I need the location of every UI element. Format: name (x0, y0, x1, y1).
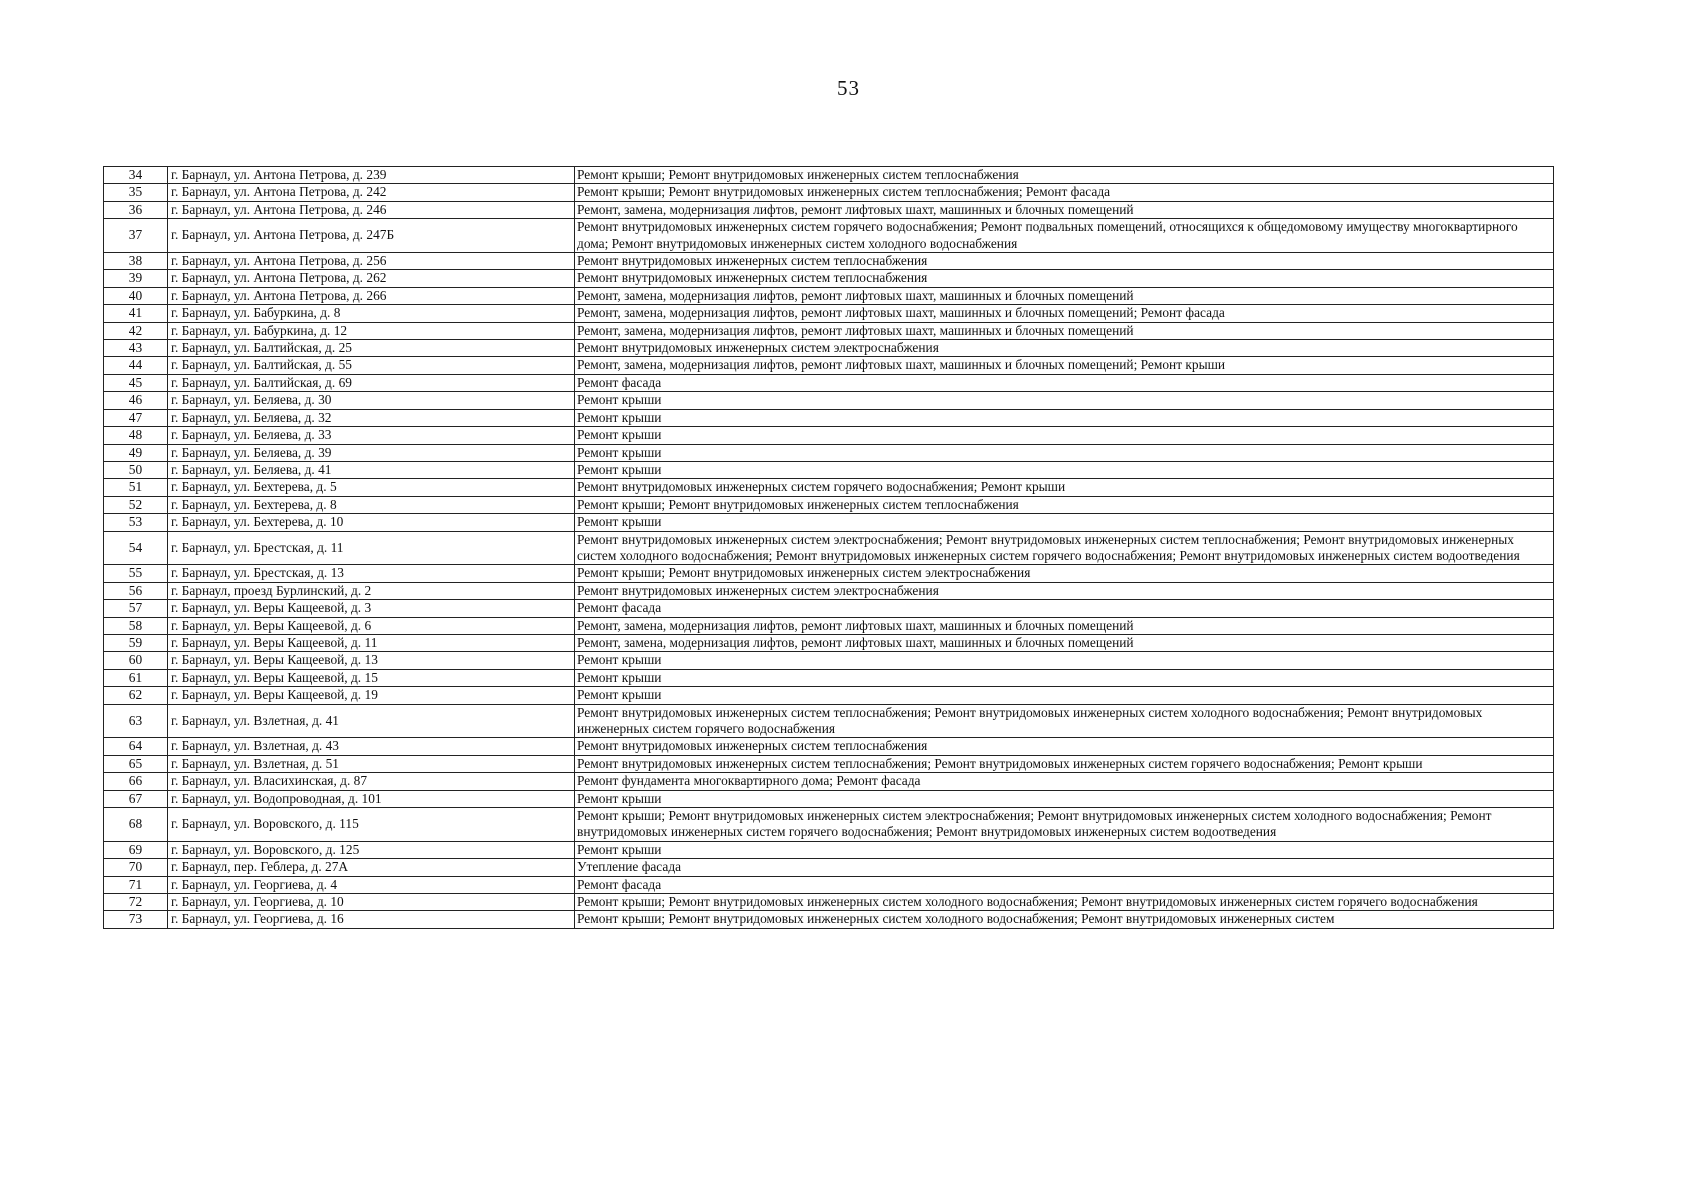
works-cell: Ремонт крыши (575, 790, 1554, 807)
table-row (104, 704, 1554, 738)
address-cell: г. Барнаул, ул. Бабуркина, д. 12 (168, 322, 575, 339)
table-row (104, 617, 1554, 634)
row-number-cell: 55 (104, 565, 168, 582)
row-number-cell: 50 (104, 461, 168, 478)
works-cell: Ремонт внутридомовых инженерных систем горячего водоснабжения; Ремонт подвальных помещений, относящихся к общедомовому имуществу многоквартирного дома; Ремонт внутридомовых инженерных систем холодного водоснабжения (575, 219, 1554, 253)
address-cell: г. Барнаул, ул. Балтийская, д. 25 (168, 340, 575, 357)
works-cell: Ремонт крыши (575, 514, 1554, 531)
address-cell: г. Барнаул, ул. Воровского, д. 125 (168, 841, 575, 858)
row-number-cell: 44 (104, 357, 168, 374)
address-cell: г. Барнаул, ул. Веры Кащеевой, д. 11 (168, 634, 575, 651)
works-cell: Ремонт, замена, модернизация лифтов, ремонт лифтовых шахт, машинных и блочных помещений (575, 287, 1554, 304)
works-cell: Ремонт, замена, модернизация лифтов, ремонт лифтовых шахт, машинных и блочных помещений; Ремонт фасада (575, 305, 1554, 322)
table-row (104, 894, 1554, 911)
works-cell: Ремонт крыши; Ремонт внутридомовых инженерных систем электроснабжения; Ремонт внутридомовых инженерных систем холодного водоснабжения; Ремонт внутридомовых инженерных систем горячего водоснабжения; Ремонт внутридомовых инженерных систем водоотведения (575, 808, 1554, 842)
row-number-cell: 71 (104, 876, 168, 893)
table-row (104, 738, 1554, 755)
row-number-cell: 62 (104, 687, 168, 704)
address-cell: г. Барнаул, ул. Беляева, д. 33 (168, 427, 575, 444)
works-cell: Ремонт крыши; Ремонт внутридомовых инженерных систем теплоснабжения; Ремонт фасада (575, 184, 1554, 201)
table-row (104, 270, 1554, 287)
table-body (104, 167, 1554, 929)
row-number-cell: 46 (104, 392, 168, 409)
table-row (104, 444, 1554, 461)
table-row (104, 219, 1554, 253)
row-number-cell: 35 (104, 184, 168, 201)
row-number-cell: 52 (104, 496, 168, 513)
row-number-cell: 65 (104, 755, 168, 772)
row-number-cell: 49 (104, 444, 168, 461)
table-row (104, 687, 1554, 704)
works-cell: Ремонт, замена, модернизация лифтов, ремонт лифтовых шахт, машинных и блочных помещений (575, 322, 1554, 339)
table-row (104, 184, 1554, 201)
table-row (104, 479, 1554, 496)
row-number-cell: 73 (104, 911, 168, 928)
works-cell: Ремонт фасада (575, 600, 1554, 617)
works-cell: Ремонт внутридомовых инженерных систем горячего водоснабжения; Ремонт крыши (575, 479, 1554, 496)
works-cell: Ремонт внутридомовых инженерных систем теплоснабжения; Ремонт внутридомовых инженерных систем холодного водоснабжения; Ремонт внутридомовых инженерных систем горячего водоснабжения (575, 704, 1554, 738)
table-row (104, 755, 1554, 772)
row-number-cell: 39 (104, 270, 168, 287)
table-row (104, 392, 1554, 409)
works-cell: Ремонт крыши (575, 841, 1554, 858)
table-row (104, 531, 1554, 565)
table-row (104, 652, 1554, 669)
row-number-cell: 37 (104, 219, 168, 253)
address-cell: г. Барнаул, ул. Беляева, д. 39 (168, 444, 575, 461)
row-number-cell: 54 (104, 531, 168, 565)
address-cell: г. Барнаул, ул. Балтийская, д. 69 (168, 374, 575, 391)
table-row (104, 565, 1554, 582)
table-row (104, 669, 1554, 686)
works-cell: Ремонт крыши (575, 409, 1554, 426)
address-cell: г. Барнаул, ул. Веры Кащеевой, д. 3 (168, 600, 575, 617)
address-cell: г. Барнаул, ул. Водопроводная, д. 101 (168, 790, 575, 807)
works-cell: Ремонт крыши (575, 669, 1554, 686)
table-row (104, 634, 1554, 651)
address-cell: г. Барнаул, ул. Взлетная, д. 41 (168, 704, 575, 738)
table-row (104, 496, 1554, 513)
row-number-cell: 40 (104, 287, 168, 304)
table-row (104, 582, 1554, 599)
address-cell: г. Барнаул, ул. Георгиева, д. 10 (168, 894, 575, 911)
row-number-cell: 57 (104, 600, 168, 617)
address-cell: г. Барнаул, ул. Георгиева, д. 4 (168, 876, 575, 893)
works-cell: Ремонт, замена, модернизация лифтов, ремонт лифтовых шахт, машинных и блочных помещений (575, 617, 1554, 634)
address-cell: г. Барнаул, ул. Беляева, д. 30 (168, 392, 575, 409)
table-row (104, 876, 1554, 893)
row-number-cell: 41 (104, 305, 168, 322)
row-number-cell: 56 (104, 582, 168, 599)
table-row (104, 773, 1554, 790)
address-cell: г. Барнаул, ул. Балтийская, д. 55 (168, 357, 575, 374)
address-cell: г. Барнаул, ул. Антона Петрова, д. 266 (168, 287, 575, 304)
works-cell: Ремонт внутридомовых инженерных систем электроснабжения (575, 582, 1554, 599)
address-cell: г. Барнаул, ул. Антона Петрова, д. 242 (168, 184, 575, 201)
works-cell: Ремонт фасада (575, 374, 1554, 391)
page-number: 53 (837, 76, 860, 100)
table-row (104, 305, 1554, 322)
works-cell: Ремонт крыши (575, 687, 1554, 704)
works-cell: Ремонт, замена, модернизация лифтов, ремонт лифтовых шахт, машинных и блочных помещений (575, 201, 1554, 218)
works-cell: Ремонт крыши; Ремонт внутридомовых инженерных систем теплоснабжения (575, 167, 1554, 184)
works-cell: Ремонт внутридомовых инженерных систем электроснабжения; Ремонт внутридомовых инженерных систем теплоснабжения; Ремонт внутридомовых инженерных систем холодного водоснабжения; Ремонт внутридомовых инженерных систем горячего водоснабжения; Ремонт внутридомовых инженерных систем водоотведения (575, 531, 1554, 565)
address-cell: г. Барнаул, ул. Воровского, д. 115 (168, 808, 575, 842)
works-cell: Ремонт крыши (575, 427, 1554, 444)
works-cell: Ремонт внутридомовых инженерных систем теплоснабжения; Ремонт внутридомовых инженерных систем горячего водоснабжения; Ремонт крыши (575, 755, 1554, 772)
row-number-cell: 69 (104, 841, 168, 858)
works-cell: Утепление фасада (575, 859, 1554, 876)
address-cell: г. Барнаул, ул. Бехтерева, д. 5 (168, 479, 575, 496)
address-cell: г. Барнаул, ул. Антона Петрова, д. 262 (168, 270, 575, 287)
table-row (104, 253, 1554, 270)
address-cell: г. Барнаул, ул. Бехтерева, д. 8 (168, 496, 575, 513)
address-cell: г. Барнаул, ул. Беляева, д. 41 (168, 461, 575, 478)
row-number-cell: 47 (104, 409, 168, 426)
address-cell: г. Барнаул, ул. Бехтерева, д. 10 (168, 514, 575, 531)
table-row (104, 374, 1554, 391)
table-row (104, 600, 1554, 617)
address-cell: г. Барнаул, ул. Антона Петрова, д. 246 (168, 201, 575, 218)
address-cell: г. Барнаул, ул. Антона Петрова, д. 256 (168, 253, 575, 270)
table-row (104, 409, 1554, 426)
address-cell: г. Барнаул, ул. Власихинская, д. 87 (168, 773, 575, 790)
address-cell: г. Барнаул, ул. Бабуркина, д. 8 (168, 305, 575, 322)
works-cell: Ремонт крыши (575, 444, 1554, 461)
table-row (104, 808, 1554, 842)
works-cell: Ремонт крыши; Ремонт внутридомовых инженерных систем холодного водоснабжения; Ремонт внутридомовых инженерных систем горячего водоснабжения (575, 894, 1554, 911)
row-number-cell: 68 (104, 808, 168, 842)
works-cell: Ремонт крыши (575, 461, 1554, 478)
row-number-cell: 34 (104, 167, 168, 184)
address-cell: г. Барнаул, ул. Антона Петрова, д. 247Б (168, 219, 575, 253)
row-number-cell: 43 (104, 340, 168, 357)
works-cell: Ремонт внутридомовых инженерных систем теплоснабжения (575, 253, 1554, 270)
row-number-cell: 45 (104, 374, 168, 391)
address-cell: г. Барнаул, ул. Брестская, д. 13 (168, 565, 575, 582)
row-number-cell: 42 (104, 322, 168, 339)
address-cell: г. Барнаул, ул. Веры Кащеевой, д. 15 (168, 669, 575, 686)
works-cell: Ремонт внутридомовых инженерных систем теплоснабжения (575, 270, 1554, 287)
row-number-cell: 53 (104, 514, 168, 531)
works-cell: Ремонт крыши; Ремонт внутридомовых инженерных систем электроснабжения (575, 565, 1554, 582)
row-number-cell: 67 (104, 790, 168, 807)
row-number-cell: 63 (104, 704, 168, 738)
works-cell: Ремонт фасада (575, 876, 1554, 893)
works-cell: Ремонт внутридомовых инженерных систем теплоснабжения (575, 738, 1554, 755)
address-cell: г. Барнаул, ул. Веры Кащеевой, д. 19 (168, 687, 575, 704)
address-cell: г. Барнаул, проезд Бурлинский, д. 2 (168, 582, 575, 599)
table-row (104, 427, 1554, 444)
address-cell: г. Барнаул, ул. Взлетная, д. 51 (168, 755, 575, 772)
address-cell: г. Барнаул, ул. Веры Кащеевой, д. 6 (168, 617, 575, 634)
table-row (104, 514, 1554, 531)
row-number-cell: 38 (104, 253, 168, 270)
table-row (104, 357, 1554, 374)
works-cell: Ремонт, замена, модернизация лифтов, ремонт лифтовых шахт, машинных и блочных помещений; Ремонт крыши (575, 357, 1554, 374)
row-number-cell: 66 (104, 773, 168, 790)
address-cell: г. Барнаул, ул. Веры Кащеевой, д. 13 (168, 652, 575, 669)
row-number-cell: 60 (104, 652, 168, 669)
works-cell: Ремонт крыши; Ремонт внутридомовых инженерных систем холодного водоснабжения; Ремонт внутридомовых инженерных систем (575, 911, 1554, 928)
address-cell: г. Барнаул, ул. Брестская, д. 11 (168, 531, 575, 565)
table-row (104, 201, 1554, 218)
row-number-cell: 59 (104, 634, 168, 651)
row-number-cell: 61 (104, 669, 168, 686)
table-row (104, 340, 1554, 357)
row-number-cell: 58 (104, 617, 168, 634)
works-cell: Ремонт крыши; Ремонт внутридомовых инженерных систем теплоснабжения (575, 496, 1554, 513)
row-number-cell: 36 (104, 201, 168, 218)
works-cell: Ремонт фундамента многоквартирного дома; Ремонт фасада (575, 773, 1554, 790)
address-cell: г. Барнаул, ул. Беляева, д. 32 (168, 409, 575, 426)
address-cell: г. Барнаул, ул. Георгиева, д. 16 (168, 911, 575, 928)
table-row (104, 461, 1554, 478)
table-row (104, 322, 1554, 339)
address-cell: г. Барнаул, ул. Взлетная, д. 43 (168, 738, 575, 755)
works-cell: Ремонт внутридомовых инженерных систем электроснабжения (575, 340, 1554, 357)
works-cell: Ремонт, замена, модернизация лифтов, ремонт лифтовых шахт, машинных и блочных помещений (575, 634, 1554, 651)
row-number-cell: 64 (104, 738, 168, 755)
table-row (104, 859, 1554, 876)
table-row (104, 911, 1554, 928)
table-row (104, 287, 1554, 304)
table-row (104, 841, 1554, 858)
row-number-cell: 48 (104, 427, 168, 444)
repair-registry-table (103, 166, 1554, 929)
table-row (104, 790, 1554, 807)
table-row (104, 167, 1554, 184)
works-cell: Ремонт крыши (575, 392, 1554, 409)
address-cell: г. Барнаул, ул. Антона Петрова, д. 239 (168, 167, 575, 184)
row-number-cell: 72 (104, 894, 168, 911)
row-number-cell: 70 (104, 859, 168, 876)
address-cell: г. Барнаул, пер. Геблера, д. 27А (168, 859, 575, 876)
row-number-cell: 51 (104, 479, 168, 496)
works-cell: Ремонт крыши (575, 652, 1554, 669)
